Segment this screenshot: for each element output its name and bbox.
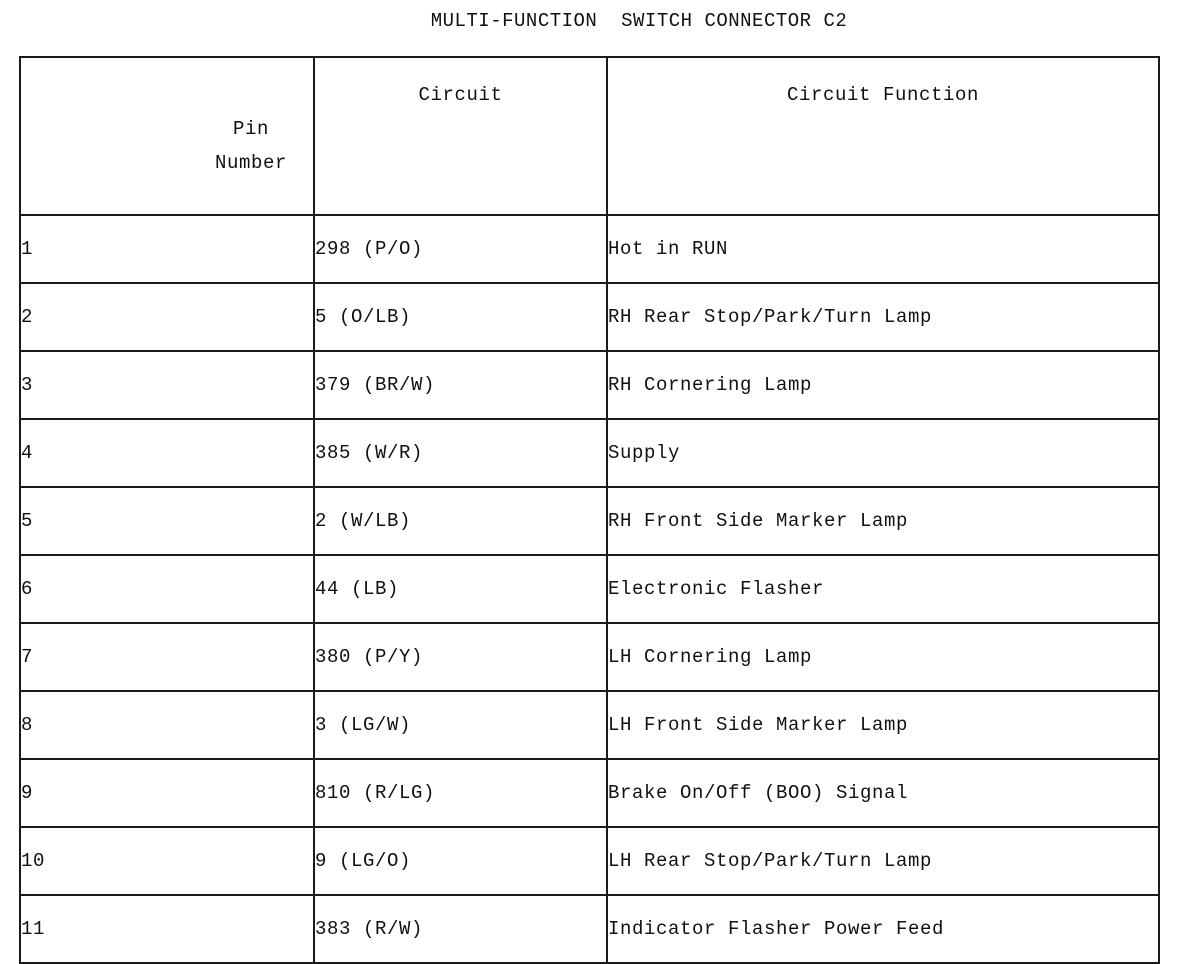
header-pin-line2: Number	[215, 152, 288, 174]
circuit-function-cell: LH Front Side Marker Lamp	[607, 691, 1159, 759]
table-row	[20, 759, 1159, 827]
table-row	[20, 419, 1159, 487]
table-body	[20, 215, 1159, 963]
table-row	[20, 827, 1159, 895]
pin-number-cell: 8	[20, 691, 314, 759]
table-row	[20, 487, 1159, 555]
pin-number-cell: 11	[20, 895, 314, 963]
pin-number-cell: 2	[20, 283, 314, 351]
circuit-cell: 298 (P/O)	[314, 215, 607, 283]
circuit-function-cell: Supply	[607, 419, 1159, 487]
pin-number-cell: 1	[20, 215, 314, 283]
table-row	[20, 215, 1159, 283]
pin-number-cell: 4	[20, 419, 314, 487]
circuit-cell: 380 (P/Y)	[314, 623, 607, 691]
pin-number-cell: 5	[20, 487, 314, 555]
pin-number-cell: 7	[20, 623, 314, 691]
pin-number-cell: 6	[20, 555, 314, 623]
circuit-cell: 5 (O/LB)	[314, 283, 607, 351]
pin-number-cell: 3	[20, 351, 314, 419]
table-row	[20, 895, 1159, 963]
header-circuit: Circuit	[314, 57, 607, 215]
table-row	[20, 691, 1159, 759]
header-circuit-function: Circuit Function	[607, 57, 1159, 215]
table-row	[20, 283, 1159, 351]
circuit-cell: 3 (LG/W)	[314, 691, 607, 759]
table-header-row	[20, 57, 1159, 215]
circuit-function-cell: LH Cornering Lamp	[607, 623, 1159, 691]
header-pin-number	[20, 57, 314, 215]
page-title: MULTI-FUNCTION SWITCH CONNECTOR C2	[430, 10, 848, 32]
circuit-cell: 810 (R/LG)	[314, 759, 607, 827]
circuit-function-cell: Indicator Flasher Power Feed	[607, 895, 1159, 963]
circuit-cell: 379 (BR/W)	[314, 351, 607, 419]
table-row	[20, 351, 1159, 419]
circuit-cell: 9 (LG/O)	[314, 827, 607, 895]
header-pin-line1: Pin	[233, 118, 270, 140]
circuit-function-cell: RH Front Side Marker Lamp	[607, 487, 1159, 555]
table-row	[20, 623, 1159, 691]
header-pin-number-label	[215, 112, 287, 180]
circuit-function-cell: RH Rear Stop/Park/Turn Lamp	[607, 283, 1159, 351]
circuit-cell: 44 (LB)	[314, 555, 607, 623]
circuit-function-cell: Electronic Flasher	[607, 555, 1159, 623]
connector-pin-table	[19, 56, 1160, 964]
circuit-cell: 2 (W/LB)	[314, 487, 607, 555]
table-row	[20, 555, 1159, 623]
circuit-function-cell: Brake On/Off (BOO) Signal	[607, 759, 1159, 827]
circuit-function-cell: RH Cornering Lamp	[607, 351, 1159, 419]
circuit-cell: 383 (R/W)	[314, 895, 607, 963]
circuit-function-cell: LH Rear Stop/Park/Turn Lamp	[607, 827, 1159, 895]
pin-number-cell: 9	[20, 759, 314, 827]
pin-number-cell: 10	[20, 827, 314, 895]
circuit-function-cell: Hot in RUN	[607, 215, 1159, 283]
circuit-cell: 385 (W/R)	[314, 419, 607, 487]
